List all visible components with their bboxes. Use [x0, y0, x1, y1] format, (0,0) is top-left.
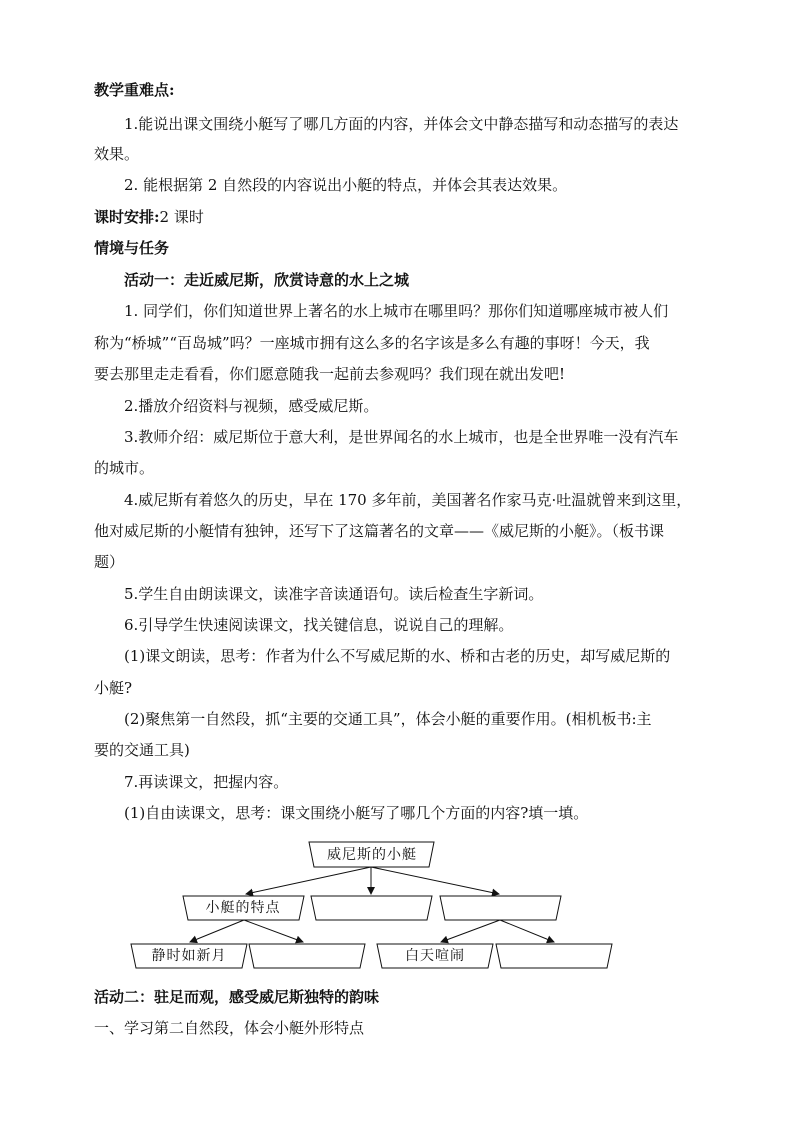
a1-item-4-line1: 4.威尼斯有着悠久的历史，早在 170 多年前，美国著名作家马克·吐温就曾来到这里，	[124, 491, 692, 509]
a1-item-6-2-line1: (2)聚焦第一自然段，抓“主要的交通工具”，体会小艇的重要作用。(相机板书:主	[124, 710, 652, 728]
a1-item-1-line1: 1. 同学们，你们知道世界上著名的水上城市在哪里吗？那你们知道哪座城市被人们	[124, 302, 669, 320]
schedule-label: 课时安排:	[94, 208, 160, 226]
heading-difficulties: 教学重难点:	[94, 81, 175, 99]
arrow-right-leaf3	[441, 920, 500, 942]
difficulty-1-line2: 效果。	[94, 145, 140, 163]
a1-item-5: 5.学生自由朗读课文，读准字音读通语句。读后检查生字新词。	[124, 585, 544, 603]
diagram-leaf-3-label: 白天喧闹	[405, 948, 465, 964]
a1-item-7: 7.再读课文，把握内容。	[124, 773, 289, 791]
difficulty-2: 2. 能根据第 2 自然段的内容说出小艇的特点，并体会其表达效果。	[124, 176, 568, 194]
section-one-heading: 一、学习第二自然段，体会小艇外形特点	[94, 1019, 365, 1037]
a1-item-4-line2: 他对威尼斯的小艇情有独钟，还写下了这篇著名的文章——《威尼斯的小艇》。（板书课	[94, 522, 665, 540]
a1-item-7-1: (1)自由读课文，思考：课文围绕小艇写了哪几个方面的内容?填一填。	[124, 804, 589, 822]
a1-item-3-line2: 的城市。	[94, 459, 155, 477]
diagram-leaf-4-label	[494, 944, 614, 968]
a1-item-3-line1: 3.教师介绍：威尼斯位于意大利，是世界闻名的水上城市，也是全世界唯一没有汽车	[124, 428, 679, 446]
arrow-root-right	[371, 867, 499, 894]
heading-situation: 情境与任务	[94, 239, 170, 257]
a1-item-4-line3: 题）	[94, 553, 125, 571]
arrow-left-leaf2	[244, 920, 303, 942]
difficulty-1-line1: 1.能说出课文围绕小艇写了哪几方面的内容，并体会文中静态描写和动态描写的表达	[124, 115, 679, 133]
diagram-mid-right-label	[440, 896, 560, 920]
a1-item-1-line3: 要去那里走走看看，你们愿意随我一起前去参观吗？我们现在就出发吧!	[94, 365, 566, 383]
activity-1-title: 活动一：走近威尼斯，欣赏诗意的水上之城	[124, 271, 410, 289]
diagram-mid-center-label	[311, 896, 431, 920]
diagram-leaf-1-label: 静时如新月	[151, 948, 227, 964]
arrow-root-left	[246, 867, 371, 894]
a1-item-1-line2: 称为“桥城”“百岛城”吗？一座城市拥有这么多的名字该是多么有趣的事呀！今天，我	[94, 334, 650, 352]
a1-item-6-1-line2: 小艇?	[94, 679, 133, 697]
a1-item-2: 2.播放介绍资料与视频，感受威尼斯。	[124, 397, 379, 415]
schedule-value: 2 课时	[159, 208, 204, 226]
diagram-root-label: 威尼斯的小艇	[327, 847, 417, 863]
a1-item-6-2-line2: 要的交通工具)	[94, 741, 190, 759]
diagram-leaf-2-label	[247, 944, 367, 968]
a1-item-6-1-line1: (1)课文朗读，思考：作者为什么不写威尼斯的水、桥和古老的历史，却写威尼斯的	[124, 647, 671, 665]
arrow-left-leaf1	[190, 920, 244, 942]
a1-item-6: 6.引导学生快速阅读课文，找关键信息，说说自己的理解。	[124, 616, 514, 634]
arrow-right-leaf4	[500, 920, 554, 942]
activity-2-title: 活动二：驻足而观，感受威尼斯独特的韵味	[94, 988, 380, 1006]
diagram-mid-left-label: 小艇的特点	[205, 900, 281, 916]
